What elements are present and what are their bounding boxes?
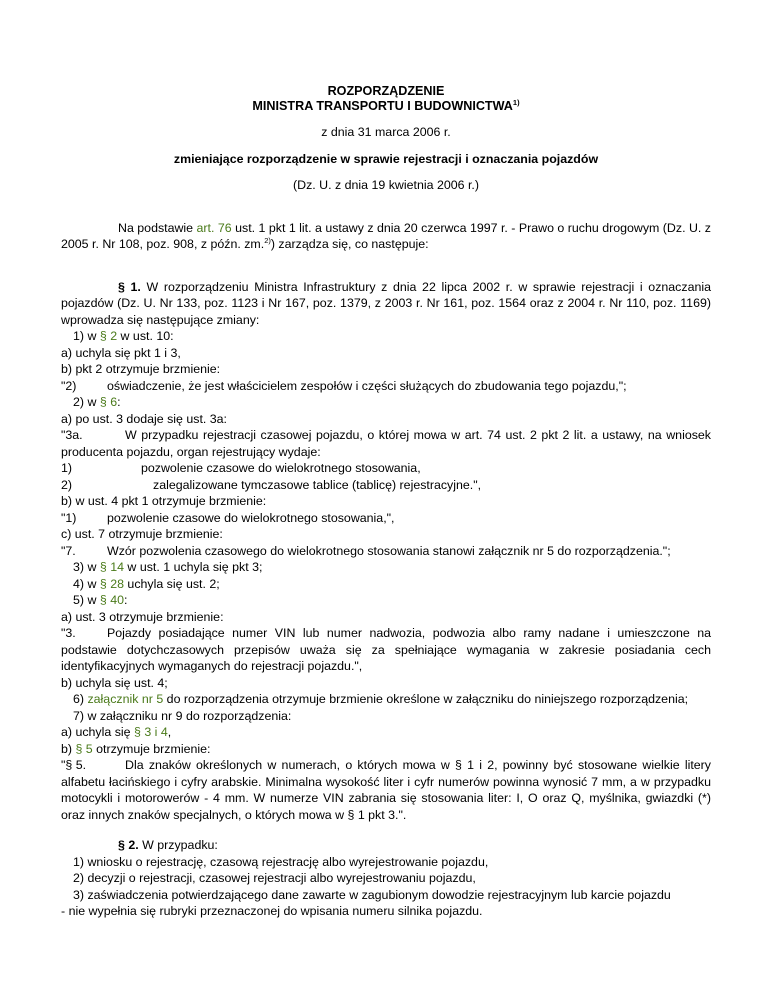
point-5-a: a) ust. 3 otrzymuje brzmienie: (61, 609, 224, 624)
document-page (61, 84, 711, 920)
quote-4: "7. Wzór pozwolenia czasowego do wielokrotnego stosowania stanowi załącznik nr 5 do rozporządzenia."; (61, 543, 671, 558)
point-7-b: b) § 5 otrzymuje brzmienie: (61, 741, 211, 756)
link-par-40[interactable]: § 40 (99, 593, 124, 607)
point-1: 1) w § 2 w ust. 10: (73, 329, 174, 343)
point-1-a: a) uchyla się pkt 1 i 3, (61, 345, 181, 360)
quote-2: "3a. W przypadku rejestracji czasowej pojazdu, o której mowa w art. 74 ust. 2 pkt 2 lit. a ustawy, na wniosek producenta pojazdu, organ rejestrujący wydaje: (61, 428, 711, 459)
title-line-2: MINISTRA TRANSPORTU I BUDOWNICTWA$^{1)}$ (252, 97, 520, 113)
title-line-1: ROZPORZĄDZENIE (327, 84, 445, 98)
point-1-b: b) pkt 2 otrzymuje brzmienie: (61, 362, 221, 376)
s2-item-2: 2) decyzji o rejestracji, czasowej rejestracji albo wyrejestrowaniu pojazdu, (73, 871, 476, 885)
point-6: 6) załącznik nr 5 do rozporządzenia otrzymuje brzmienie określone w załączniku do niniejszego rozporządzenia; (73, 692, 689, 706)
quote-2-item-2: 2) zalegalizowane tymczasowe tablice (tablicę) rejestracyjne.", (61, 477, 482, 492)
link-par-3-4[interactable]: § 3 i 4 (134, 725, 168, 739)
doc-subject: zmieniające rozporządzenie w sprawie rejestracji i oznaczania pojazdów (173, 151, 599, 166)
point-3: 3) w § 14 w ust. 1 uchyla się pkt 3; (73, 560, 263, 574)
point-2: 2) w § 6: (73, 395, 121, 409)
doc-source: (Dz. U. z dnia 19 kwietnia 2006 r.) (293, 178, 479, 192)
s2-tail: - nie wypełnia się rubryki przeznaczonej do wpisania numeru silnika pojazdu. (61, 904, 483, 918)
doc-date: z dnia 31 marca 2006 r. (321, 125, 451, 139)
quote-5: "3. Pojazdy posiadające numer VIN lub numer nadwozia, podwozia albo ramy nadane i umieszczone na podstawie dotychczasowych przepisów uważa się za spełniające wymagania w zakresie posiadania cech identyfikacyjnych wymaganych do rejestracji pojazdu.", (61, 626, 711, 673)
link-par-2[interactable]: § 2 (99, 329, 118, 343)
link-par-14[interactable]: § 14 (99, 560, 124, 574)
point-7: 7) w załączniku nr 9 do rozporządzenia: (73, 708, 292, 723)
quote-6: "§ 5. Dla znaków określonych w numerach, o których mowa w § 1 i 2, powinny być stosowane wielkie litery alfabetu łacińskiego i cyfry arabskie. Minimalna wysokość liter i cyfr numerów powinna wynosić 7 mm, a w przypadku motocykli i motorowerów - 4 mm. W numerze VIN zabrania się stosowania liter: I, O oraz Q, myślnika, gwiazdki (*) oraz innych znaków specjalnych, o których mowa w § 1 pkt 3.". (61, 758, 711, 822)
point-4: 4) w § 28 uchyla się ust. 2; (73, 576, 220, 591)
footnote-1: 1) (512, 97, 520, 107)
footnote-2: 2) (264, 235, 271, 245)
link-art-76[interactable]: art. 76 (196, 220, 232, 235)
quote-2-item-1: 1) pozwolenie czasowe do wielokrotnego stosowania, (61, 461, 421, 475)
point-2-a: a) po ust. 3 dodaje się ust. 3a: (61, 411, 228, 426)
doc-title (61, 84, 711, 114)
point-2-b: b) w ust. 4 pkt 1 otrzymuje brzmienie: (61, 494, 267, 508)
point-2-c: c) ust. 7 otrzymuje brzmienie: (61, 527, 223, 541)
quote-1: "2) oświadczenie, że jest właścicielem zespołów i części służących do zbudowania tego pojazdu,"; (61, 378, 627, 393)
section-2-heading: § 2. (118, 838, 139, 852)
s2-item-3: 3) zaświadczenia potwierdzającego dane zawarte w zagubionym dowodzie rejestracyjnym lub karcie pojazdu (73, 887, 671, 902)
link-annex-5[interactable]: załącznik nr 5 (87, 692, 164, 706)
point-5-b: b) uchyla się ust. 4; (61, 675, 168, 690)
point-5: 5) w § 40: (73, 593, 128, 607)
section-1-heading: § 1. (118, 279, 141, 294)
point-7-a: a) uchyla się § 3 i 4, (61, 725, 172, 739)
link-par-28[interactable]: § 28 (99, 576, 124, 591)
link-par-6[interactable]: § 6 (99, 395, 118, 409)
link-par-5[interactable]: § 5 (75, 741, 93, 756)
intro-paragraph: Na podstawie art. 76 ust. 1 pkt 1 lit. a ustawy z dnia 20 czerwca 1997 r. - Prawo o ruchu drogowym (Dz. U. z 2005 r. Nr 108, poz. 908, z późn. zm.$^{2)}$) zarządza się, co następuje: (61, 220, 711, 251)
section-1-intro: § 1. W rozporządzeniu Ministra Infrastruktury z dnia 22 lipca 2002 r. w sprawie rejestracji i oznaczania pojazdów (Dz. U. Nr 133, poz. 1123 i Nr 167, poz. 1379, z 2003 r. Nr 161, poz. 1564 oraz z 2004 r. Nr 110, poz. 1169) wprowadza się następujące zmiany: (61, 279, 711, 327)
section-2-intro: § 2. W przypadku: (118, 838, 218, 852)
s2-item-1: 1) wniosku o rejestrację, czasową rejestrację albo wyrejestrowanie pojazdu, (73, 854, 489, 869)
quote-3: "1) pozwolenie czasowe do wielokrotnego stosowania,", (61, 510, 395, 525)
